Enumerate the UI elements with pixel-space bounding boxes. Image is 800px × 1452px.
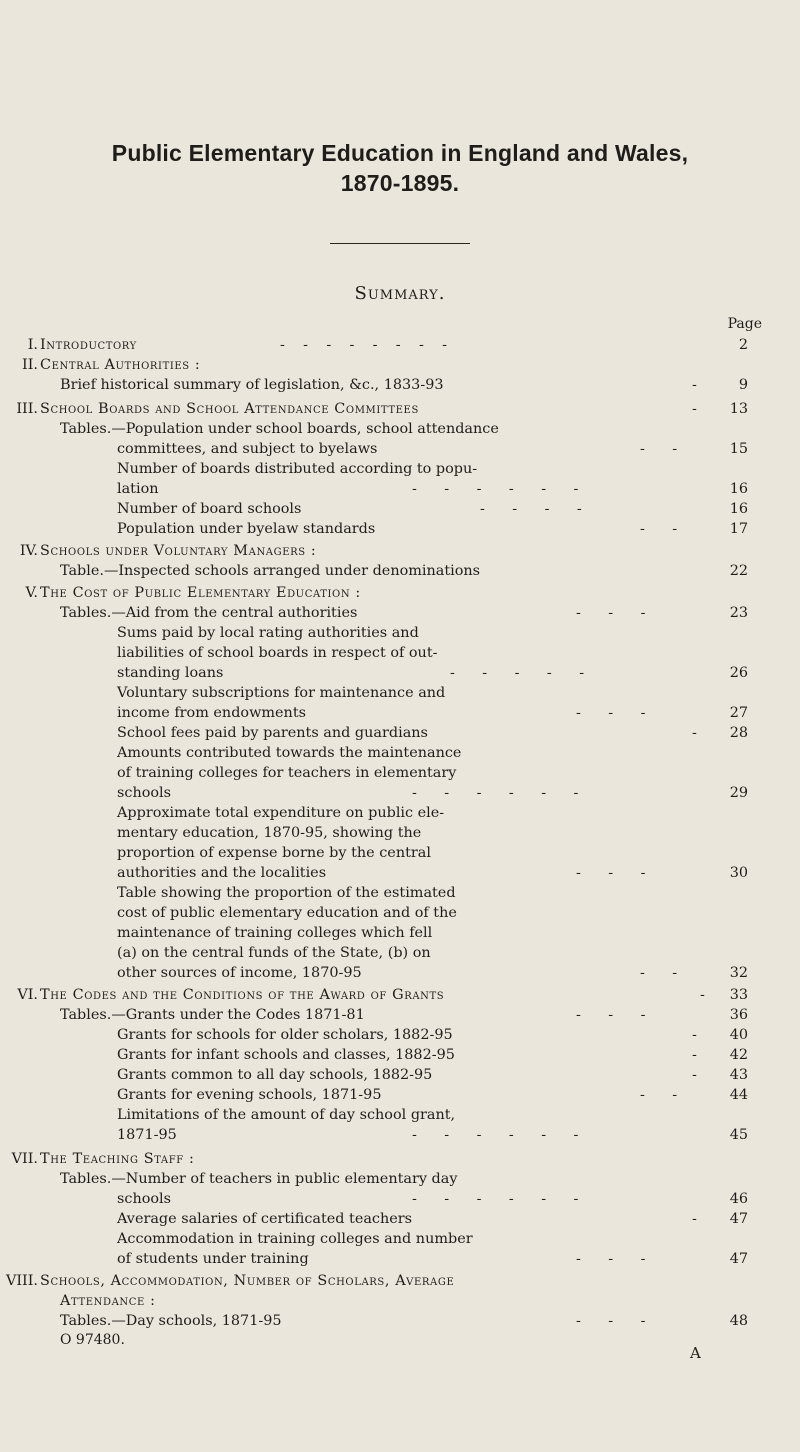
entry-text: schools [117, 1191, 172, 1207]
entry-text: proportion of expense borne by the central [117, 845, 431, 861]
signature-mark: A [690, 1344, 701, 1362]
section-number-ii: II. [22, 357, 38, 373]
entry-text: Voluntary subscriptions for maintenance and [117, 685, 446, 701]
entry-text: Sums paid by local rating authorities and [117, 625, 419, 641]
section-title-ii: Central Authorities : [40, 357, 201, 373]
dot-leader: - [700, 987, 705, 1003]
dot-leader: - - - [576, 1007, 646, 1023]
page-number: 2 [738, 337, 748, 353]
entry-text: lation [117, 481, 159, 497]
page-number: 16 [729, 481, 748, 497]
section-number-iii: III. [16, 401, 38, 417]
page-number: 30 [729, 865, 748, 881]
dot-leader: - - - - - - [412, 1127, 579, 1143]
page-number: 16 [729, 501, 748, 517]
dot-leader: - - - - - - [412, 481, 579, 497]
entry-text: of students under training [117, 1251, 309, 1267]
dot-leader: - - - [576, 865, 646, 881]
entry-text: Limitations of the amount of day school grant, [117, 1107, 456, 1123]
dot-leader: - [692, 1047, 697, 1063]
entry-text: (a) on the central funds of the State, (b) on [117, 945, 431, 961]
dot-leader: - [692, 401, 697, 417]
section-number-viii: VIII. [5, 1273, 38, 1289]
summary-heading: Summary. [354, 283, 446, 304]
page-number: 48 [729, 1313, 748, 1329]
page-number: 23 [729, 605, 748, 621]
entry-text: Tables.—Aid from the central authorities [60, 605, 358, 621]
entry-text: maintenance of training colleges which fell [117, 925, 433, 941]
entry-text: 1871-95 [117, 1127, 177, 1143]
entry-text: income from endowments [117, 705, 306, 721]
section-title-viii-cont: Attendance : [60, 1293, 156, 1309]
entry-text: mentary education, 1870-95, showing the [117, 825, 422, 841]
page-number: 42 [729, 1047, 748, 1063]
document-title-line1: Public Elementary Education in England and Wales, [111, 140, 689, 166]
dot-leader: - [692, 1027, 697, 1043]
page-number: 26 [729, 665, 748, 681]
dot-leader: - - [640, 1087, 678, 1103]
entry-text: of training colleges for teachers in elementary [117, 765, 457, 781]
page-number: 40 [729, 1027, 748, 1043]
entry-text: Tables.—Population under school boards, school attendance [60, 421, 499, 437]
entry-text: Amounts contributed towards the maintenance [117, 745, 462, 761]
entry-text: liabilities of school boards in respect of out- [117, 645, 438, 661]
printer-code: O 97480. [60, 1332, 125, 1348]
page-number: 15 [729, 441, 748, 457]
entry-text: Tables.—Grants under the Codes 1871-81 [60, 1007, 365, 1023]
entry-text: other sources of income, 1870-95 [117, 965, 362, 981]
page-number: 17 [729, 521, 748, 537]
page-number: 36 [729, 1007, 748, 1023]
dot-leader: - - - [576, 705, 646, 721]
dot-leader: - - [640, 521, 678, 537]
entry-text: Accommodation in training colleges and number [117, 1231, 473, 1247]
entry-text: schools [117, 785, 172, 801]
dot-leader: - - [640, 441, 678, 457]
entry-text: Approximate total expenditure on public ele- [117, 805, 445, 821]
page-number: 47 [729, 1211, 748, 1227]
entry-text: Tables.—Number of teachers in public elementary day [60, 1171, 458, 1187]
page-number: 43 [729, 1067, 748, 1083]
dot-leader: - [692, 1067, 697, 1083]
page-number: 33 [729, 987, 748, 1003]
section-title-iii: School Boards and School Attendance Committees [40, 401, 419, 417]
entry-text: School fees paid by parents and guardians [117, 725, 428, 741]
dot-leader: - - - - - - - - [280, 337, 447, 353]
page-number: 27 [729, 705, 748, 721]
dot-leader: - - - [576, 605, 646, 621]
entry-text: Brief historical summary of legislation, &c., 1833-93 [60, 377, 444, 393]
section-number-i: I. [27, 337, 38, 353]
section-title-i: Introductory [40, 337, 137, 353]
page-column-label: Page [727, 316, 762, 332]
page-number: 44 [729, 1087, 748, 1103]
entry-text: cost of public elementary education and of the [117, 905, 457, 921]
entry-text: authorities and the localities [117, 865, 327, 881]
section-number-vi: VI. [17, 987, 38, 1003]
section-title-vi: The Codes and the Conditions of the Award of Grants [40, 987, 445, 1003]
entry-text: Tables.—Day schools, 1871-95 [60, 1313, 282, 1329]
entry-text: Number of board schools [117, 501, 302, 517]
dot-leader: - - - - [480, 501, 582, 517]
page-number: 28 [729, 725, 748, 741]
entry-text: Grants for infant schools and classes, 1882-95 [117, 1047, 455, 1063]
dot-leader: - [692, 377, 697, 393]
section-number-iv: IV. [19, 543, 38, 559]
entry-text: Grants common to all day schools, 1882-95 [117, 1067, 433, 1083]
document-title-line2: 1870-1895. [340, 170, 460, 196]
dot-leader: - - [640, 965, 678, 981]
page-number: 46 [729, 1191, 748, 1207]
dot-leader: - - - - - - [412, 785, 579, 801]
entry-text: Grants for evening schools, 1871-95 [117, 1087, 382, 1103]
dot-leader: - - - - - [450, 665, 585, 681]
page-number: 29 [729, 785, 748, 801]
section-title-vii: The Teaching Staff : [40, 1151, 195, 1167]
entry-text: Number of boards distributed according to popu- [117, 461, 478, 477]
entry-text: Table showing the proportion of the estimated [117, 885, 456, 901]
page-number: 32 [729, 965, 748, 981]
page-number: 45 [729, 1127, 748, 1143]
entry-text: Population under byelaw standards [117, 521, 376, 537]
section-number-v: V. [25, 585, 38, 601]
page-number: 47 [729, 1251, 748, 1267]
page-number: 9 [738, 377, 748, 393]
page-number: 22 [729, 563, 748, 579]
section-title-viii: Schools, Accommodation, Number of Scholars, Average [40, 1273, 455, 1289]
entry-text: Average salaries of certificated teachers [117, 1211, 413, 1227]
entry-text: committees, and subject to byelaws [117, 441, 378, 457]
dot-leader: - [692, 725, 697, 741]
dot-leader: - - - - - - [412, 1191, 579, 1207]
entry-text: Grants for schools for older scholars, 1882-95 [117, 1027, 453, 1043]
section-title-iv: Schools under Voluntary Managers : [40, 543, 317, 559]
dot-leader: - [692, 1211, 697, 1227]
dot-leader: - - - [576, 1251, 646, 1267]
entry-text: Table.—Inspected schools arranged under denominations [60, 563, 481, 579]
title-divider [330, 243, 470, 244]
page-number: 13 [729, 401, 748, 417]
dot-leader: - - - [576, 1313, 646, 1329]
section-number-vii: VII. [11, 1151, 38, 1167]
entry-text: standing loans [117, 665, 224, 681]
section-title-v: The Cost of Public Elementary Education : [40, 585, 361, 601]
